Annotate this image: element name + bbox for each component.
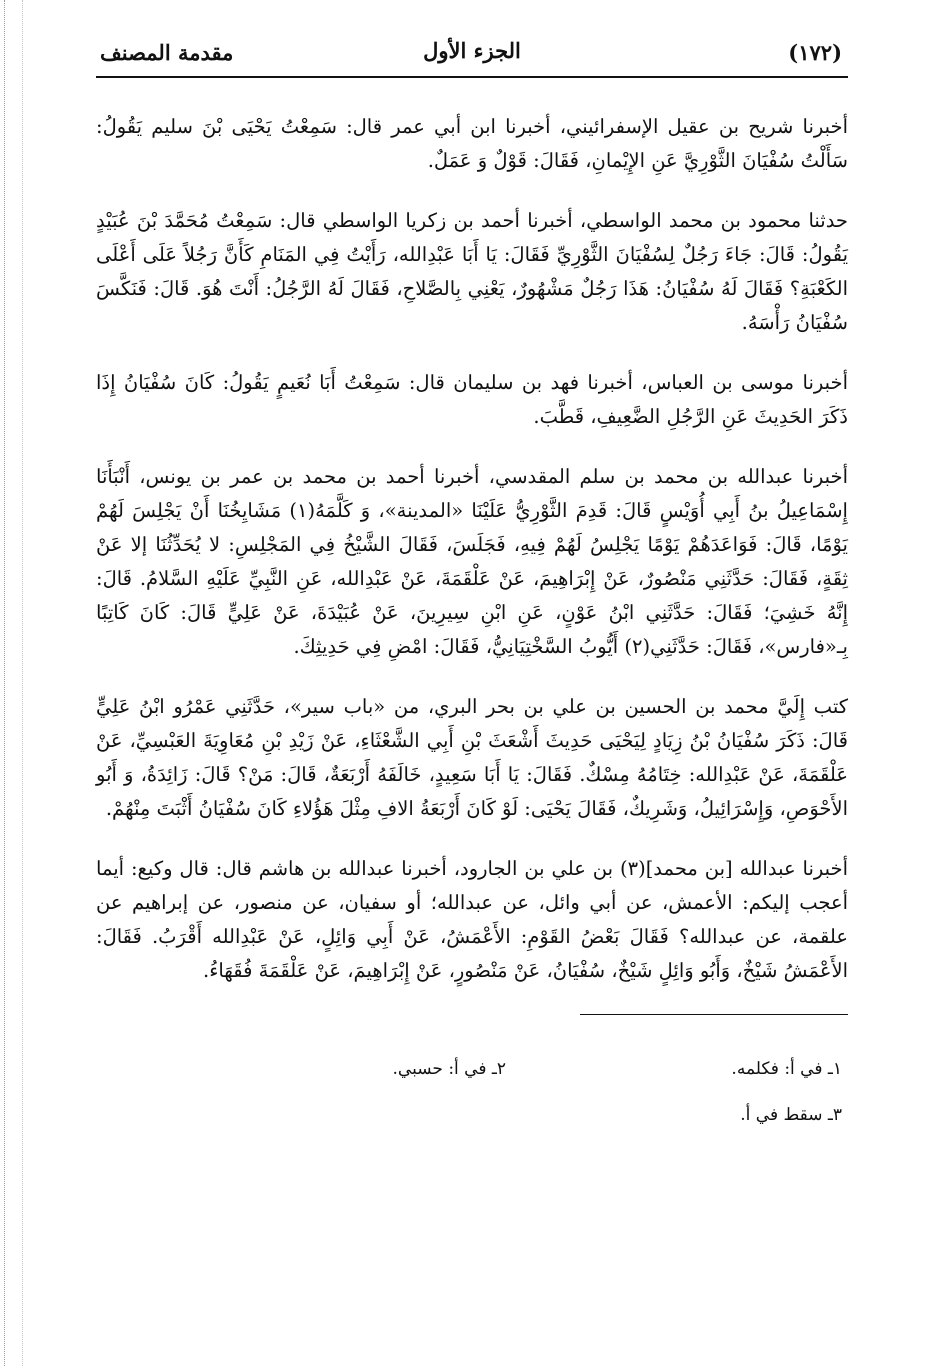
paragraph-1: أخبرنا شريح بن عقيل الإسفرائيني، أخبرنا ابن أبي عمر قال: سَمِعْتُ يَحْيَى بْنَ سليم يَقُولُ: سَأَلْتُ سُفْيَانَ الثَّوْرِيَّ عَنِ الإِيْمانِ، فَقَالَ: قَوْلٌ وَ عَمَلٌ.: [96, 115, 848, 172]
paragraph-3: أخبرنا موسى بن العباس، أخبرنا فهد بن سليمان قال: سَمِعْتُ أَبَا نُعَيمٍ يَقُولُ: كَانَ سُفْيَانُ إِذَا ذَكَرَ الحَدِيثَ عَنِ الرَّجُلِ الضَّعِيفِ، قَطَّبَ.: [96, 371, 848, 428]
footnote-3: ٣ـ سقط في أ.: [740, 1105, 842, 1125]
paragraph-5: كتب إِلَيَّ محمد بن الحسين بن علي بن بحر البري، من «باب سير»، حَدَّثَنِي عَمْرُو ابْنُ عَلِيٍّ قَالَ: ذَكَرَ سُفْيَانُ بْنُ زِيَادٍ لِيَحْيَى حَدِيثَ أَشْعَثَ بْنِ أَبِي الشَّعْثَاءِ، عَنْ زَيْدِ بْنِ مُعَاوِيَةَ العَبْسِيِّ، عَنْ عَلْقَمَةَ، عَنْ عَبْدِالله: خِتَامُهُ مِسْكٌ. فَقَالَ: يَا أَبَا سَعِيدٍ، خَالَفَهُ أَرْبَعَةٌ، قَالَ: مَنْ؟ قَالَ: زَائِدَةُ، وَ أَبُو الأَحْوَصِ، وَإِسْرَائِيلُ، وَشَرِيكٌ، فَقَالَ يَحْيَى: لَوْ كَانَ أَرْبَعَةُ الافِ مِثْلَ هَؤُلاءِ كَانَ سُفْيَانُ أَثْبَتَ مِنْهُمْ.: [96, 695, 848, 820]
footnotes: [96, 1059, 848, 1179]
page-body: [96, 110, 848, 988]
section-title: مقدمة المصنف: [100, 40, 234, 65]
page-header: [96, 28, 848, 70]
page-number: (١٧٢): [788, 40, 842, 65]
footnote-2: ٢ـ في أ: حسبي.: [392, 1059, 506, 1079]
scan-edge-inner: [22, 0, 23, 1366]
paragraph-4: أخبرنا عبدالله بن محمد بن سلم المقدسي، أخبرنا أحمد بن محمد بن عمر بن يونس، أَنْبَأَنَا إِسْمَاعِيلُ بنُ أَبِي أُوَيْسٍ قَالَ: قَدِمَ الثَّوْرِيُّ عَلَيْنَا «المدينة»، وَ كَلَّمَهُ(١) مَشَايِخُنَا أَنْ يَجْلِسَ لَهُمْ يَوْمًا، قَالَ: فَوَاعَدَهُمْ يَوْمًا يَجْلِسُ لَهُمْ فِيهِ، فَجَلَسَ، فَقَالَ الشَّيْخُ فِي المَجْلِسِ: لا يُحَدِّثُنَا إلا عَنْ ثِقَةٍ، فَقَالَ: حَدَّثَنِي مَنْصُورٌ، عَنْ إِبْرَاهِيمَ، عَنْ عَلْقَمَةَ، عَنْ عَبْدِالله، عَنِ النَّبِيِّ عَلَيْهِ السَّلامُ. قَالَ: إِنَّهُ خَشِيَ؛ فَقَالَ: حَدَّثَنِي ابْنُ عَوْنٍ، عَنِ ابْنِ سِيرِينَ، عَنْ عُبَيْدَةَ، عَنْ عَلِيٍّ قَالَ: كَانَ كَاتِبًا بِـ«فارس»، فَقَالَ: حَدَّثَنِي(٢) أَيُّوبُ السَّخْتِيَانِيُّ، فَقَالَ: امْضِ فِي حَدِيثِكَ.: [96, 465, 848, 658]
footnote-rule: [580, 1014, 848, 1015]
paragraph-2: حدثنا محمود بن محمد الواسطي، أخبرنا أحمد بن زكريا الواسطي قال: سَمِعْتُ مُحَمَّدَ بْنَ عُبَيْدٍ يَقُولُ: قَالَ: جَاءَ رَجُلٌ لِسُفْيَانَ الثَّوْرِيِّ فَقَالَ: يَا أَبَا عَبْدِالله، رَأَيْتُ فِي المَنَامِ كَأَنَّ رَجُلاً عَلَى أَعْلَى الكَعْبَةِ؟ فَقَالَ لَهُ سُفْيَانُ: هَذَا رَجُلٌ مَشْهُورٌ، يَعْنِي بِالصَّلاحِ، فَقَالَ لَهُ الرَّجُلُ: أَنْتَ هُوَ. قَالَ: فَنَكَّسَ سُفْيَانُ رَأْسَهُ.: [96, 209, 848, 334]
paragraph-6: أخبرنا عبدالله [بن محمد](٣) بن علي بن الجارود، أخبرنا عبدالله بن هاشم قال: قال وكيع: أيما أعجب إليكم: الأعمش، عن أبي وائل، عن عبدالله؛ أو سفيان، عن منصور، عن إبراهيم عن علقمة، عن عبدالله؟ فَقَالَ بَعْضُ القَوْمِ: الأَعْمَشُ، عَنْ أَبِي وَائِلٍ، عَنْ عَبْدِالله أَقْرَبُ. فَقَالَ: الأَعْمَشُ شَيْخٌ، وَأَبُو وَائِلٍ شَيْخٌ، سُفْيَانُ، عَنْ مَنْصُورٍ، عَنْ إِبْرَاهِيمَ، عَنْ عَلْقَمَةَ فُقَهَاءُ.: [96, 857, 849, 982]
scan-edge-outer: [4, 0, 5, 1366]
book-page: [96, 28, 848, 1179]
footnote-1: ١ـ في أ: فكلمه.: [731, 1059, 842, 1079]
header-rule: [96, 76, 848, 78]
volume-title: الجزء الأول: [423, 38, 521, 63]
